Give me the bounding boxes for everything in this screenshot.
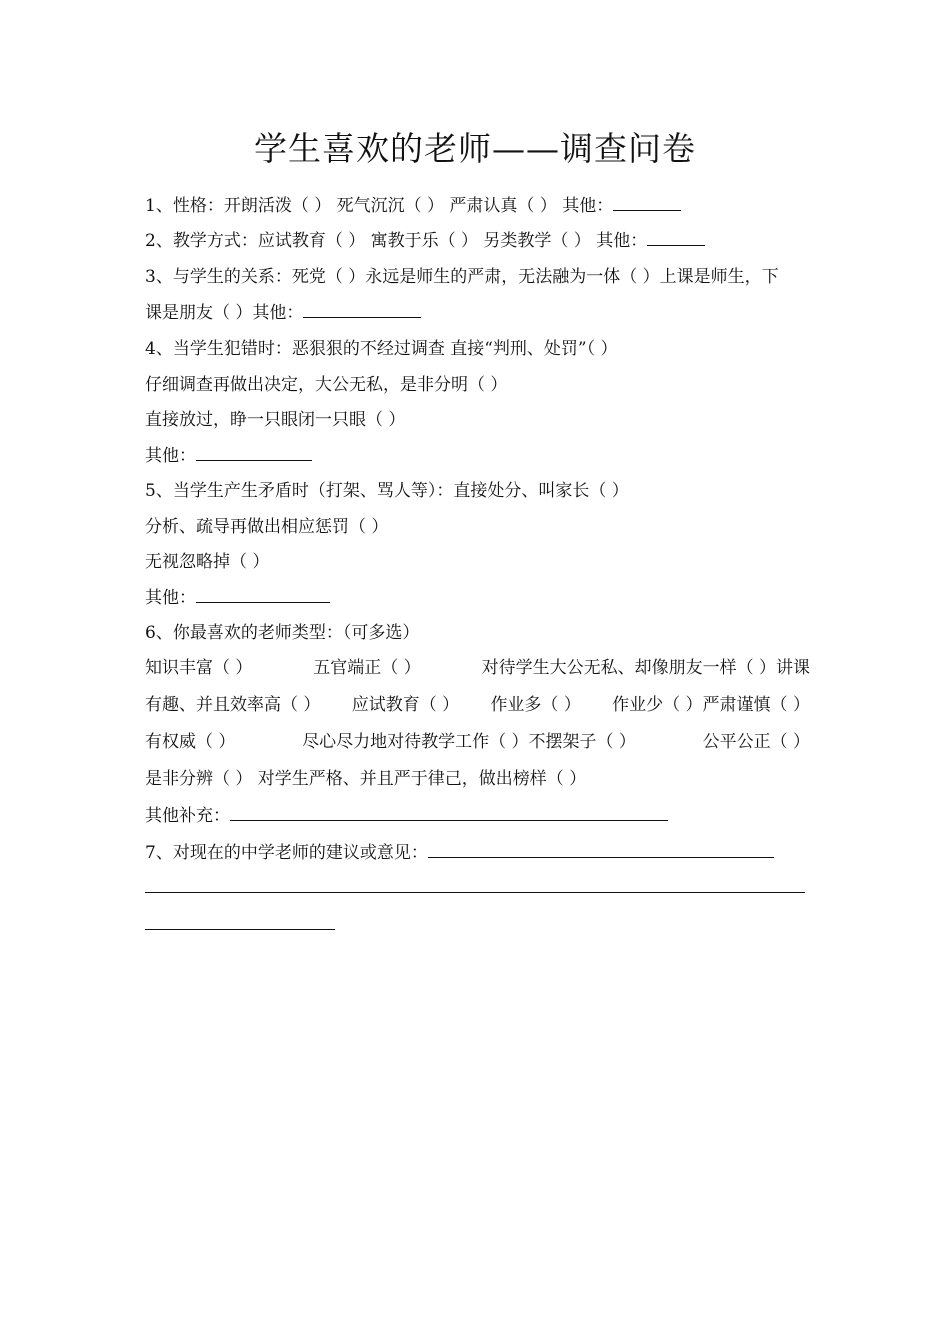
answer-blank[interactable] [303,301,421,318]
page-title: 学生喜欢的老师——调查问卷 [254,129,696,168]
answer-line[interactable] [145,877,810,893]
question-4-other-label: 其他： [145,446,196,466]
question-3-line-1: 3、与学生的关系：死党（ ）永远是师生的严肃，无法融为一体（ ）上课是师生，下 [145,267,779,287]
answer-blank[interactable] [230,804,668,821]
option[interactable]: 对待学生大公无私、却像朋友一样（ ）讲课 [481,658,810,678]
option[interactable]: 知识丰富（ ） [145,658,253,678]
supplement-label: 其他补充： [145,806,230,826]
question-1-text: 1、性格：开朗活泼（ ） 死气沉沉（ ） 严肃认真（ ） 其他： [145,196,614,216]
question-6-options-row [145,693,810,717]
question-6-supplement [145,804,810,828]
question-6-title: 6、你最喜欢的老师类型：（可多选） [145,623,420,643]
question-4-line-1: 4、当学生犯错时：恶狠狠的不经过调查 直接“判刑、处罚”（ ） [145,339,618,359]
question-3-line-2 [145,301,810,325]
question-1 [145,194,810,218]
question-5-line-2: 分析、疏导再做出相应惩罚（ ） [145,517,389,537]
option[interactable]: 应试教育（ ） [351,695,460,715]
question-5-other [145,586,810,610]
question-4-line-2: 仔细调查再做出决定，大公无私，是非分明（ ） [145,375,508,395]
option[interactable]: 有趣、并且效率高（ ） [145,695,321,715]
answer-line[interactable] [145,914,810,930]
question-7-text: 7、对现在的中学老师的建议或意见： [145,843,428,863]
question-3-text: 课是朋友（ ）其他： [145,303,304,323]
question-4-other [145,444,810,468]
answer-blank[interactable] [196,444,312,461]
option[interactable]: 有权威（ ） [145,732,236,752]
question-2 [145,229,810,253]
option[interactable]: 作业少（ ）严肃谨慎（ ） [612,695,810,715]
option[interactable]: 公平公正（ ） [702,732,810,752]
answer-blank[interactable] [613,194,681,211]
answer-blank[interactable] [647,229,705,246]
answer-blank[interactable] [196,586,330,603]
question-6-options-row [145,730,810,754]
question-2-text: 2、教学方式：应试教育（ ） 寓教于乐（ ） 另类教学（ ） 其他： [145,231,648,251]
option[interactable]: 作业多（ ） [490,695,581,715]
question-5-line-1: 5、当学生产生矛盾时（打架、骂人等）：直接处分、叫家长（ ） [145,481,629,501]
option[interactable]: 五官端正（ ） [313,658,421,678]
question-6-options-row [145,656,810,680]
question-5-other-label: 其他： [145,588,196,608]
answer-blank[interactable] [428,841,774,858]
option[interactable]: 尽心尽力地对待教学工作（ ）不摆架子（ ） [302,732,636,752]
question-7 [145,841,810,865]
question-6-options-row[interactable]: 是非分辨（ ） 对学生严格、并且严于律己，做出榜样（ ） [145,769,587,789]
question-4-line-3: 直接放过，睁一只眼闭一只眼（ ） [145,410,406,430]
question-5-line-3: 无视忽略掉（ ） [145,552,270,572]
